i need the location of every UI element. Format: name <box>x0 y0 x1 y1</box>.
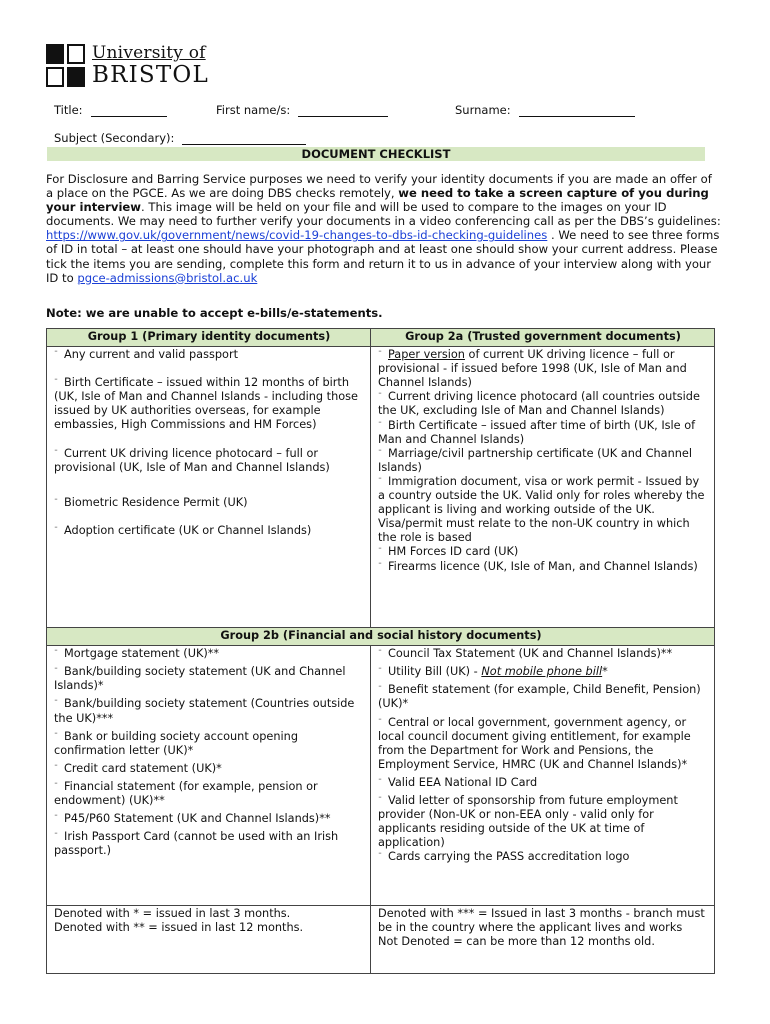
list-item[interactable]: ¨ Council Tax Statement (UK and Channel Islands)** <box>378 647 673 661</box>
list-item[interactable]: ¨ Bank/building society statement (UK and Channel Islands)* <box>54 665 346 693</box>
checkbox-icon[interactable]: ¨ <box>54 649 58 659</box>
checkbox-icon[interactable]: ¨ <box>378 420 382 430</box>
title-field-row <box>54 103 167 117</box>
logo-line1: University of <box>92 43 206 63</box>
checkbox-icon[interactable]: ¨ <box>378 717 382 727</box>
crest-icon <box>46 44 86 88</box>
group1-header: Group 1 (Primary identity documents) <box>47 329 371 347</box>
intro-text-1: For Disclosure and Barring Service purposes we need to verify your identity documents if you are made an offer of a place on the PGCE. As we are doing DBS checks remotely, <box>46 172 712 201</box>
title-label: Title: <box>54 103 83 117</box>
checkbox-icon[interactable]: ¨ <box>378 796 382 806</box>
list-item[interactable]: ¨ Credit card statement (UK)* <box>54 761 222 775</box>
intro-text-3: . We need to see three forms of ID in total – at least one should have your photograph and at least one should show your current address. Please tick the items you are sending, complete this form and return it to us in advance of your interview along with your ID to <box>46 228 720 285</box>
checkbox-icon[interactable]: ¨ <box>54 497 58 507</box>
group2a-list <box>371 347 715 628</box>
checkbox-icon[interactable]: ¨ <box>378 448 382 458</box>
checkbox-icon[interactable]: ¨ <box>378 649 382 659</box>
dbs-guidelines-link[interactable]: https://www.gov.uk/government/news/covid-19-changes-to-dbs-id-checking-guidelines <box>46 228 548 243</box>
firstname-field-row <box>216 103 388 117</box>
list-item[interactable]: ¨ Bank or building society account opening confirmation letter (UK)* <box>54 729 299 757</box>
note: Note: we are unable to accept e-bills/e-statements. <box>46 306 383 320</box>
list-item[interactable]: ¨ Any current and valid passport <box>54 348 239 362</box>
subject-label: Subject (Secondary): <box>54 131 175 145</box>
firstname-input[interactable] <box>298 104 388 117</box>
list-item[interactable]: ¨ Current UK driving licence photocard – full or provisional (UK, Isle of Man and Channel Islands) <box>54 446 330 474</box>
footnotes-left <box>47 906 371 974</box>
list-item[interactable]: ¨ Benefit statement (for example, Child Benefit, Pension) (UK)* <box>378 683 701 711</box>
checkbox-icon[interactable]: ¨ <box>378 561 382 571</box>
group2b-right-list <box>371 646 715 906</box>
checkbox-icon[interactable]: ¨ <box>54 832 58 842</box>
list-item[interactable]: ¨ Firearms licence (UK, Isle of Man, and Channel Islands) <box>378 559 698 573</box>
list-item[interactable]: ¨ Valid EEA National ID Card <box>378 775 538 789</box>
subject-input[interactable] <box>182 132 306 145</box>
document-table <box>46 328 715 974</box>
checkbox-icon[interactable]: ¨ <box>378 392 382 402</box>
list-item[interactable]: ¨ Biometric Residence Permit (UK) <box>54 495 248 509</box>
list-item[interactable]: ¨ Bank/building society statement (Countries outside the UK)*** <box>54 697 355 725</box>
surname-input[interactable] <box>519 104 635 117</box>
checkbox-icon[interactable]: ¨ <box>378 476 382 486</box>
checkbox-icon[interactable]: ¨ <box>54 525 58 535</box>
list-item[interactable]: ¨ Utility Bill (UK) - Not mobile phone bill* <box>378 665 608 679</box>
list-item[interactable]: ¨ Current driving licence photocard (all countries outside the UK, excluding Isle of Man and Channel Islands) <box>378 390 700 418</box>
checklist-title: DOCUMENT CHECKLIST <box>47 147 705 161</box>
checkbox-icon[interactable]: ¨ <box>378 685 382 695</box>
firstname-label: First name/s: <box>216 103 291 117</box>
group1-list <box>47 347 371 628</box>
list-item[interactable]: ¨ Immigration document, visa or work permit - Issued by a country outside the UK. Valid only for roles whereby the applicant is living and working outside of the UK. Visa/permit must relate to the non-UK country in which the role is based <box>378 474 705 545</box>
university-logo <box>46 44 209 88</box>
list-item[interactable]: ¨ Financial statement (for example, pension or endowment) (UK)** <box>54 779 318 808</box>
checkbox-icon[interactable]: ¨ <box>378 777 382 787</box>
list-item[interactable]: ¨ Valid letter of sponsorship from future employment provider (Non-UK or non-EEA only - valid only for applicants residing outside of the UK at time of application) <box>378 794 678 850</box>
checkbox-icon[interactable]: ¨ <box>378 350 382 360</box>
list-item[interactable]: ¨ Birth Certificate – issued within 12 months of birth (UK, Isle of Man and Channel Islands - including those issued by UK authorities overseas, for example embassies, High Commissions and HM Forces) <box>54 376 359 432</box>
subject-field-row <box>54 131 306 145</box>
checkbox-icon[interactable]: ¨ <box>54 667 58 677</box>
checkbox-icon[interactable]: ¨ <box>54 781 58 791</box>
list-item[interactable]: ¨ Cards carrying the PASS accreditation logo <box>378 850 630 864</box>
group2a-header: Group 2a (Trusted government documents) <box>371 329 715 347</box>
checkbox-icon[interactable]: ¨ <box>54 763 58 773</box>
list-item[interactable]: ¨ Irish Passport Card (cannot be used with an Irish passport.) <box>54 830 339 858</box>
checkbox-icon[interactable]: ¨ <box>54 378 58 388</box>
footnotes-right <box>371 906 715 974</box>
list-item[interactable]: ¨ Mortgage statement (UK)** <box>54 647 220 661</box>
list-item[interactable]: ¨ Adoption certificate (UK or Channel Islands) <box>54 523 312 537</box>
title-input[interactable] <box>91 104 167 117</box>
group2b-header: Group 2b (Financial and social history documents) <box>47 628 715 646</box>
list-item[interactable]: ¨ Birth Certificate – issued after time of birth (UK, Isle of Man and Channel Islands) <box>378 418 696 446</box>
list-item[interactable]: ¨ Central or local government, government agency, or local council document giving entitlement, for example from the Department for Work and Pensions, the Employment Service, HMRC (UK and Channel Islands)* <box>378 715 691 771</box>
footnote-right-1: Denoted with *** = Issued in last 3 months - branch must be in the country where the applicant lives and works <box>378 907 705 935</box>
footnote-left-1: Denoted with * = issued in last 3 months. <box>54 907 291 921</box>
footnote-left-2: Denoted with ** = issued in last 12 months. <box>54 921 304 935</box>
list-item[interactable]: ¨ P45/P60 Statement (UK and Channel Islands)** <box>54 812 331 826</box>
checkbox-icon[interactable]: ¨ <box>54 731 58 741</box>
group2b-left-list <box>47 646 371 906</box>
checkbox-icon[interactable]: ¨ <box>54 448 58 458</box>
list-item[interactable]: ¨ Marriage/civil partnership certificate (UK and Channel Islands) <box>378 446 693 474</box>
checkbox-icon[interactable]: ¨ <box>54 350 58 360</box>
admissions-email-link[interactable]: pgce-admissions@bristol.ac.uk <box>77 270 258 285</box>
surname-label: Surname: <box>455 103 511 117</box>
intro-text-2: . This image will be held on your file and will be used to compare to the images on your ID documents. We may need to further verify your documents in a video conferencing call as per the DBS’s guidelines: <box>46 200 721 229</box>
checkbox-icon[interactable]: ¨ <box>378 547 382 557</box>
checkbox-icon[interactable]: ¨ <box>54 699 58 709</box>
footnote-right-2: Not Denoted = can be more than 12 months old. <box>378 935 655 949</box>
intro-bold: we need to take a screen capture of you during your interview <box>46 186 709 215</box>
intro-paragraph <box>46 172 722 285</box>
list-item[interactable]: ¨ HM Forces ID card (UK) <box>378 545 519 559</box>
checkbox-icon[interactable]: ¨ <box>378 667 382 677</box>
list-item[interactable]: ¨ Paper version of current UK driving licence – full or provisional - if issued before 1998 (UK, Isle of Man and Channel Islands) <box>378 348 687 390</box>
logo-line2: BRISTOL <box>92 62 209 88</box>
checkbox-icon[interactable]: ¨ <box>54 814 58 824</box>
surname-field-row <box>455 103 635 117</box>
checkbox-icon[interactable]: ¨ <box>378 852 382 862</box>
